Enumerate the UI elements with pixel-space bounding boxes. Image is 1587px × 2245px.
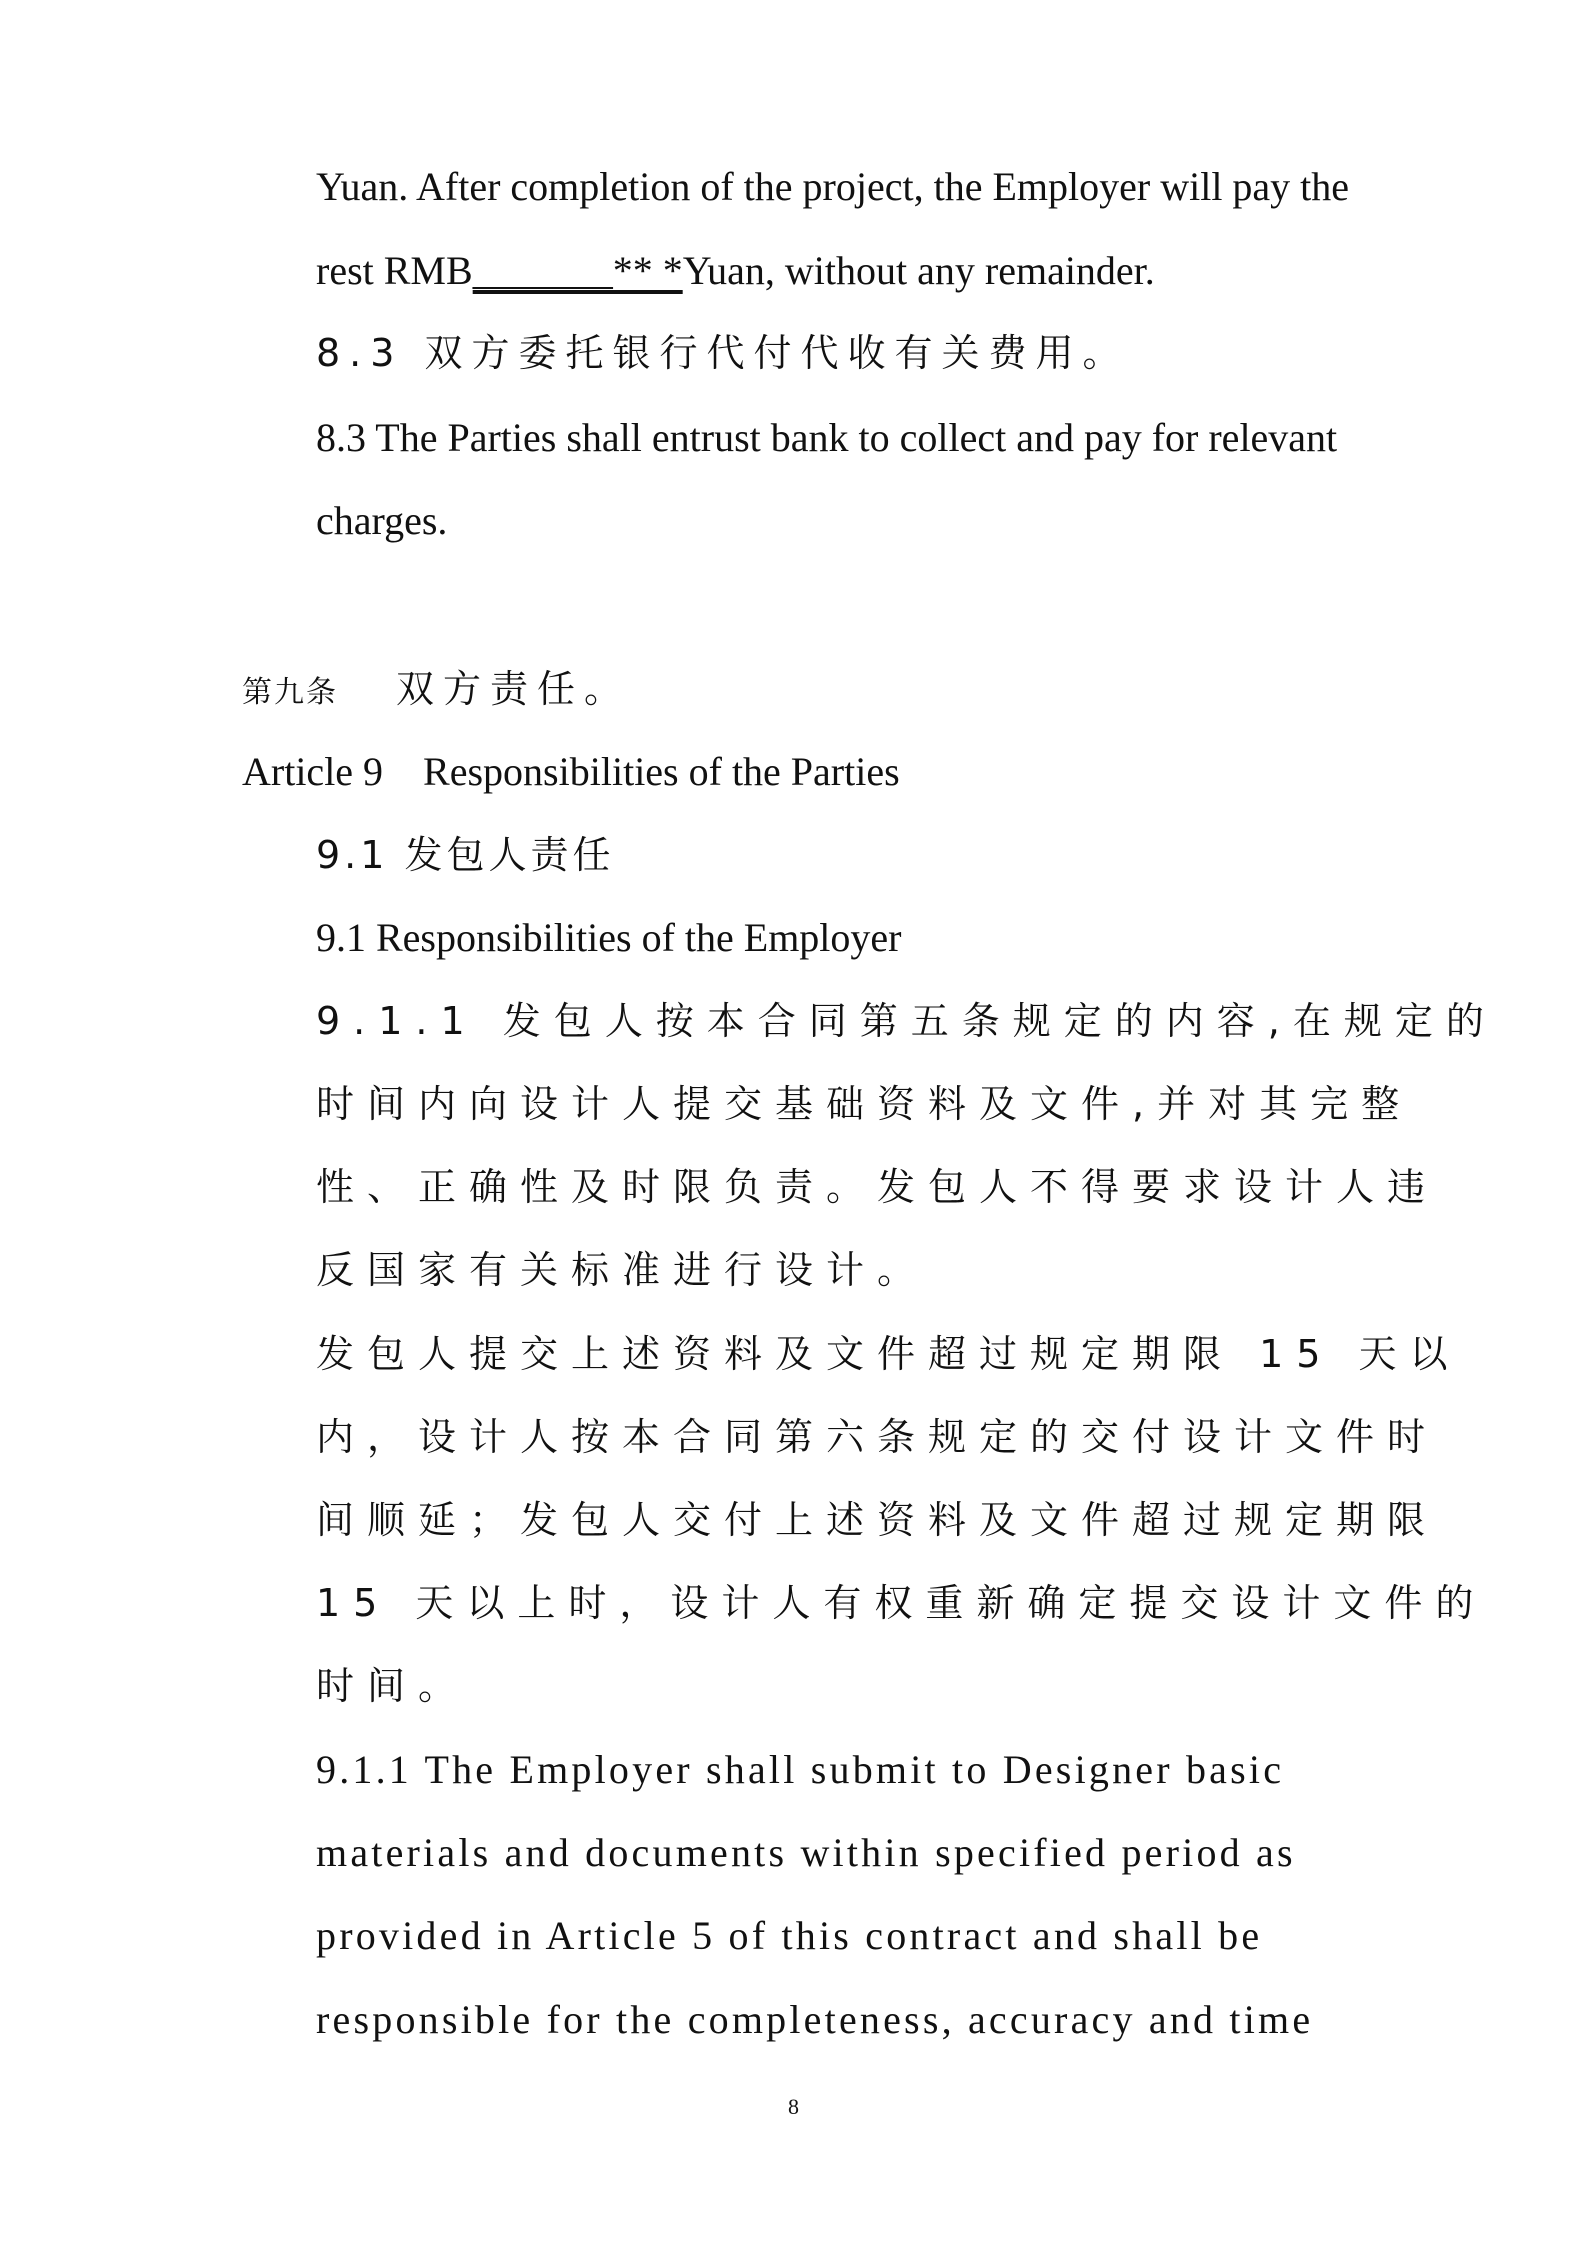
text-line: 9.1.1 发包人按本合同第五条规定的内容,在规定的 bbox=[316, 999, 1497, 1043]
text-line: 8.3 双方委托银行代付代收有关费用。 bbox=[316, 331, 1130, 375]
text-line bbox=[316, 247, 1155, 295]
section-heading-cn: 9.1 发包人责任 bbox=[316, 833, 615, 877]
text-line: provided in Article 5 of this contract and shall be bbox=[316, 1913, 1263, 1958]
text-line: charges. bbox=[316, 498, 448, 543]
article-heading-en: Article 9 Responsibilities of the Parties bbox=[242, 749, 900, 794]
article-label: 第九条 bbox=[242, 675, 338, 710]
text-line: 时间内向设计人提交基础资料及文件,并对其完整 bbox=[316, 1082, 1413, 1126]
article-heading-cn bbox=[242, 665, 631, 717]
text-line: Yuan. After completion of the project, the Employer will pay the bbox=[316, 164, 1350, 209]
section-heading-en: 9.1 Responsibilities of the Employer bbox=[316, 915, 902, 960]
text-fragment: rest RMB bbox=[316, 248, 473, 293]
text-line: 时间。 bbox=[316, 1664, 470, 1708]
text-line: materials and documents within specified period as bbox=[316, 1830, 1296, 1875]
text-line: 8.3 The Parties shall entrust bank to collect and pay for relevant bbox=[316, 415, 1338, 460]
text-fragment: Yuan, without any remainder. bbox=[682, 248, 1155, 293]
article-title: 双方责任。 bbox=[396, 667, 632, 711]
text-line: 间顺延；发包人交付上述资料及文件超过规定期限 bbox=[316, 1498, 1439, 1542]
text-line: responsible for the completeness, accuracy and time bbox=[316, 1997, 1314, 2042]
text-line: 性、正确性及时限负责。发包人不得要求设计人违 bbox=[316, 1165, 1439, 1209]
text-line: 9.1.1 The Employer shall submit to Designer basic bbox=[316, 1747, 1285, 1792]
text-line: 内，设计人按本合同第六条规定的交付设计文件时 bbox=[316, 1415, 1439, 1459]
text-line: 反国家有关标准进行设计。 bbox=[316, 1248, 929, 1292]
amount-blank: _______** * bbox=[472, 248, 683, 293]
page-number: 8 bbox=[788, 2094, 799, 2119]
text-line: 15 天以上时，设计人有权重新确定提交设计文件的 bbox=[316, 1581, 1487, 1625]
text-line: 发包人提交上述资料及文件超过规定期限 15 天以 bbox=[316, 1332, 1461, 1376]
